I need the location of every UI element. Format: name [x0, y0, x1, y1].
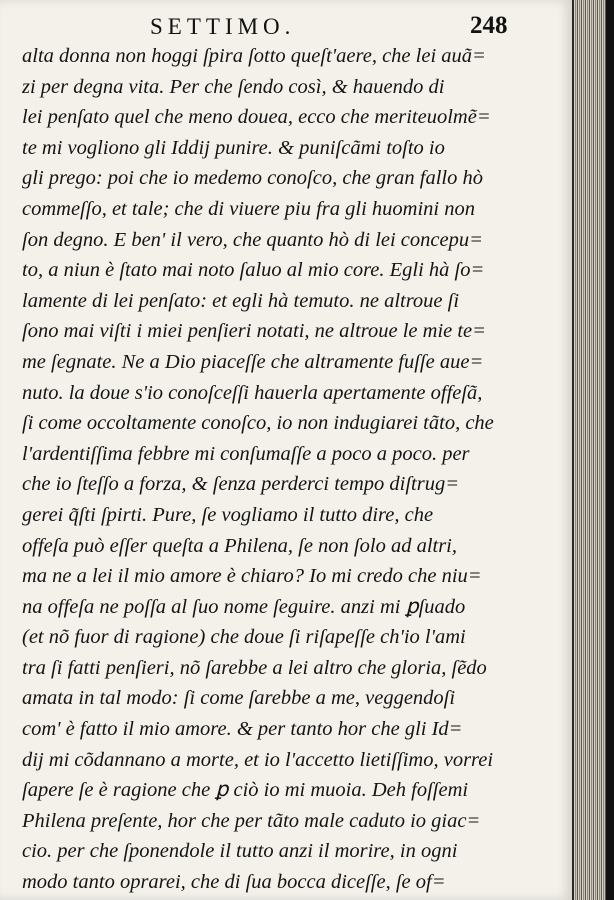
text-line: me ſegnate. Ne a Dio piaceſſe che altramente fuſſe aue= — [22, 350, 484, 373]
background-edge — [606, 0, 614, 900]
text-line: ſapere ſe è ragione che ꝑ ciò io mi muoia. Deh foſſemi — [22, 779, 469, 802]
text-line: tra ſi fatti penſieri, nõ ſarebbe a lei altro che gloria, ſẽdo — [22, 656, 487, 679]
page-number: 248 — [470, 12, 508, 39]
text-line: offeſa può eſſer queſta a Philena, ſe non ſolo ad altri, — [22, 534, 458, 557]
text-line: lamente di lei penſato: et egli hà temuto. ne altroue ſi — [22, 289, 460, 312]
text-line: gerei q̃ſti ſpirti. Pure, ſe vogliamo il tutto dire, che — [22, 503, 434, 526]
text-line: Philena preſente, hor che per tãto male caduto io giac= — [22, 809, 481, 832]
text-line: ſon degno. E ben' il vero, che quanto hò di lei concepu= — [22, 228, 483, 251]
text-line: lei penſato quel che meno douea, ecco che meriteuolmẽ= — [22, 106, 491, 129]
text-line: zi per degna vita. Per che ſendo così, & hauendo di — [22, 75, 445, 98]
page-header — [0, 12, 572, 42]
text-line: na offeſa ne poſſa al ſuo nome ſeguire. anzi mi ꝑſuado — [22, 595, 466, 618]
text-line: alta donna non hoggi ſpira ſotto queſt'aere, che lei auã= — [22, 45, 486, 67]
body-text — [22, 41, 558, 898]
text-line: commeſſo, et tale; che di viuere piu fra gli huomini non — [22, 197, 475, 220]
text-line: gli prego: poi che io medemo conoſco, che gran fallo hò — [22, 167, 483, 190]
text-line: amata in tal modo: ſi come ſarebbe a me, veggendoſi — [22, 687, 456, 710]
text-line: che io ſteſſo a forza, & ſenza perderci tempo diſtrug= — [22, 473, 460, 496]
text-line: dij mi cõdannano a morte, et io l'accetto lietiſſimo, vorrei — [22, 748, 494, 771]
text-line: to, a niun è ſtato mai noto ſaluo al mio core. Egli hà ſo= — [22, 259, 485, 282]
text-line: ma ne a lei il mio amore è chiaro? Io mi credo che niu= — [22, 565, 482, 588]
text-line: nuto. la doue s'io conoſceſſi hauerla apertamente offeſã, — [22, 381, 483, 404]
text-line: ſono mai viſti i miei penſieri notati, ne altroue le mie te= — [22, 320, 486, 343]
text-line: com' è fatto il mio amore. & per tanto hor che gli Id= — [22, 718, 463, 741]
text-line: te mi vogliono gli Iddij punire. & puniſcãmi toſto io — [22, 136, 445, 159]
text-line: l'ardentiſſima febbre mi conſumaſſe a poco a poco. per — [22, 442, 470, 465]
running-head: SETTIMO. — [150, 14, 296, 39]
text-line: (et nõ fuor di ragione) che doue ſi riſapeſſe ch'io l'ami — [22, 626, 466, 649]
text-line: cio. per che ſponendole il tutto anzi il morire, in ogni — [22, 840, 458, 863]
text-line: modo tanto oprarei, che di ſua bocca diceſſe, ſe of= — [22, 871, 446, 894]
text-line: ſi come occoltamente conoſco, io non indugiarei tãto, che — [22, 412, 494, 435]
